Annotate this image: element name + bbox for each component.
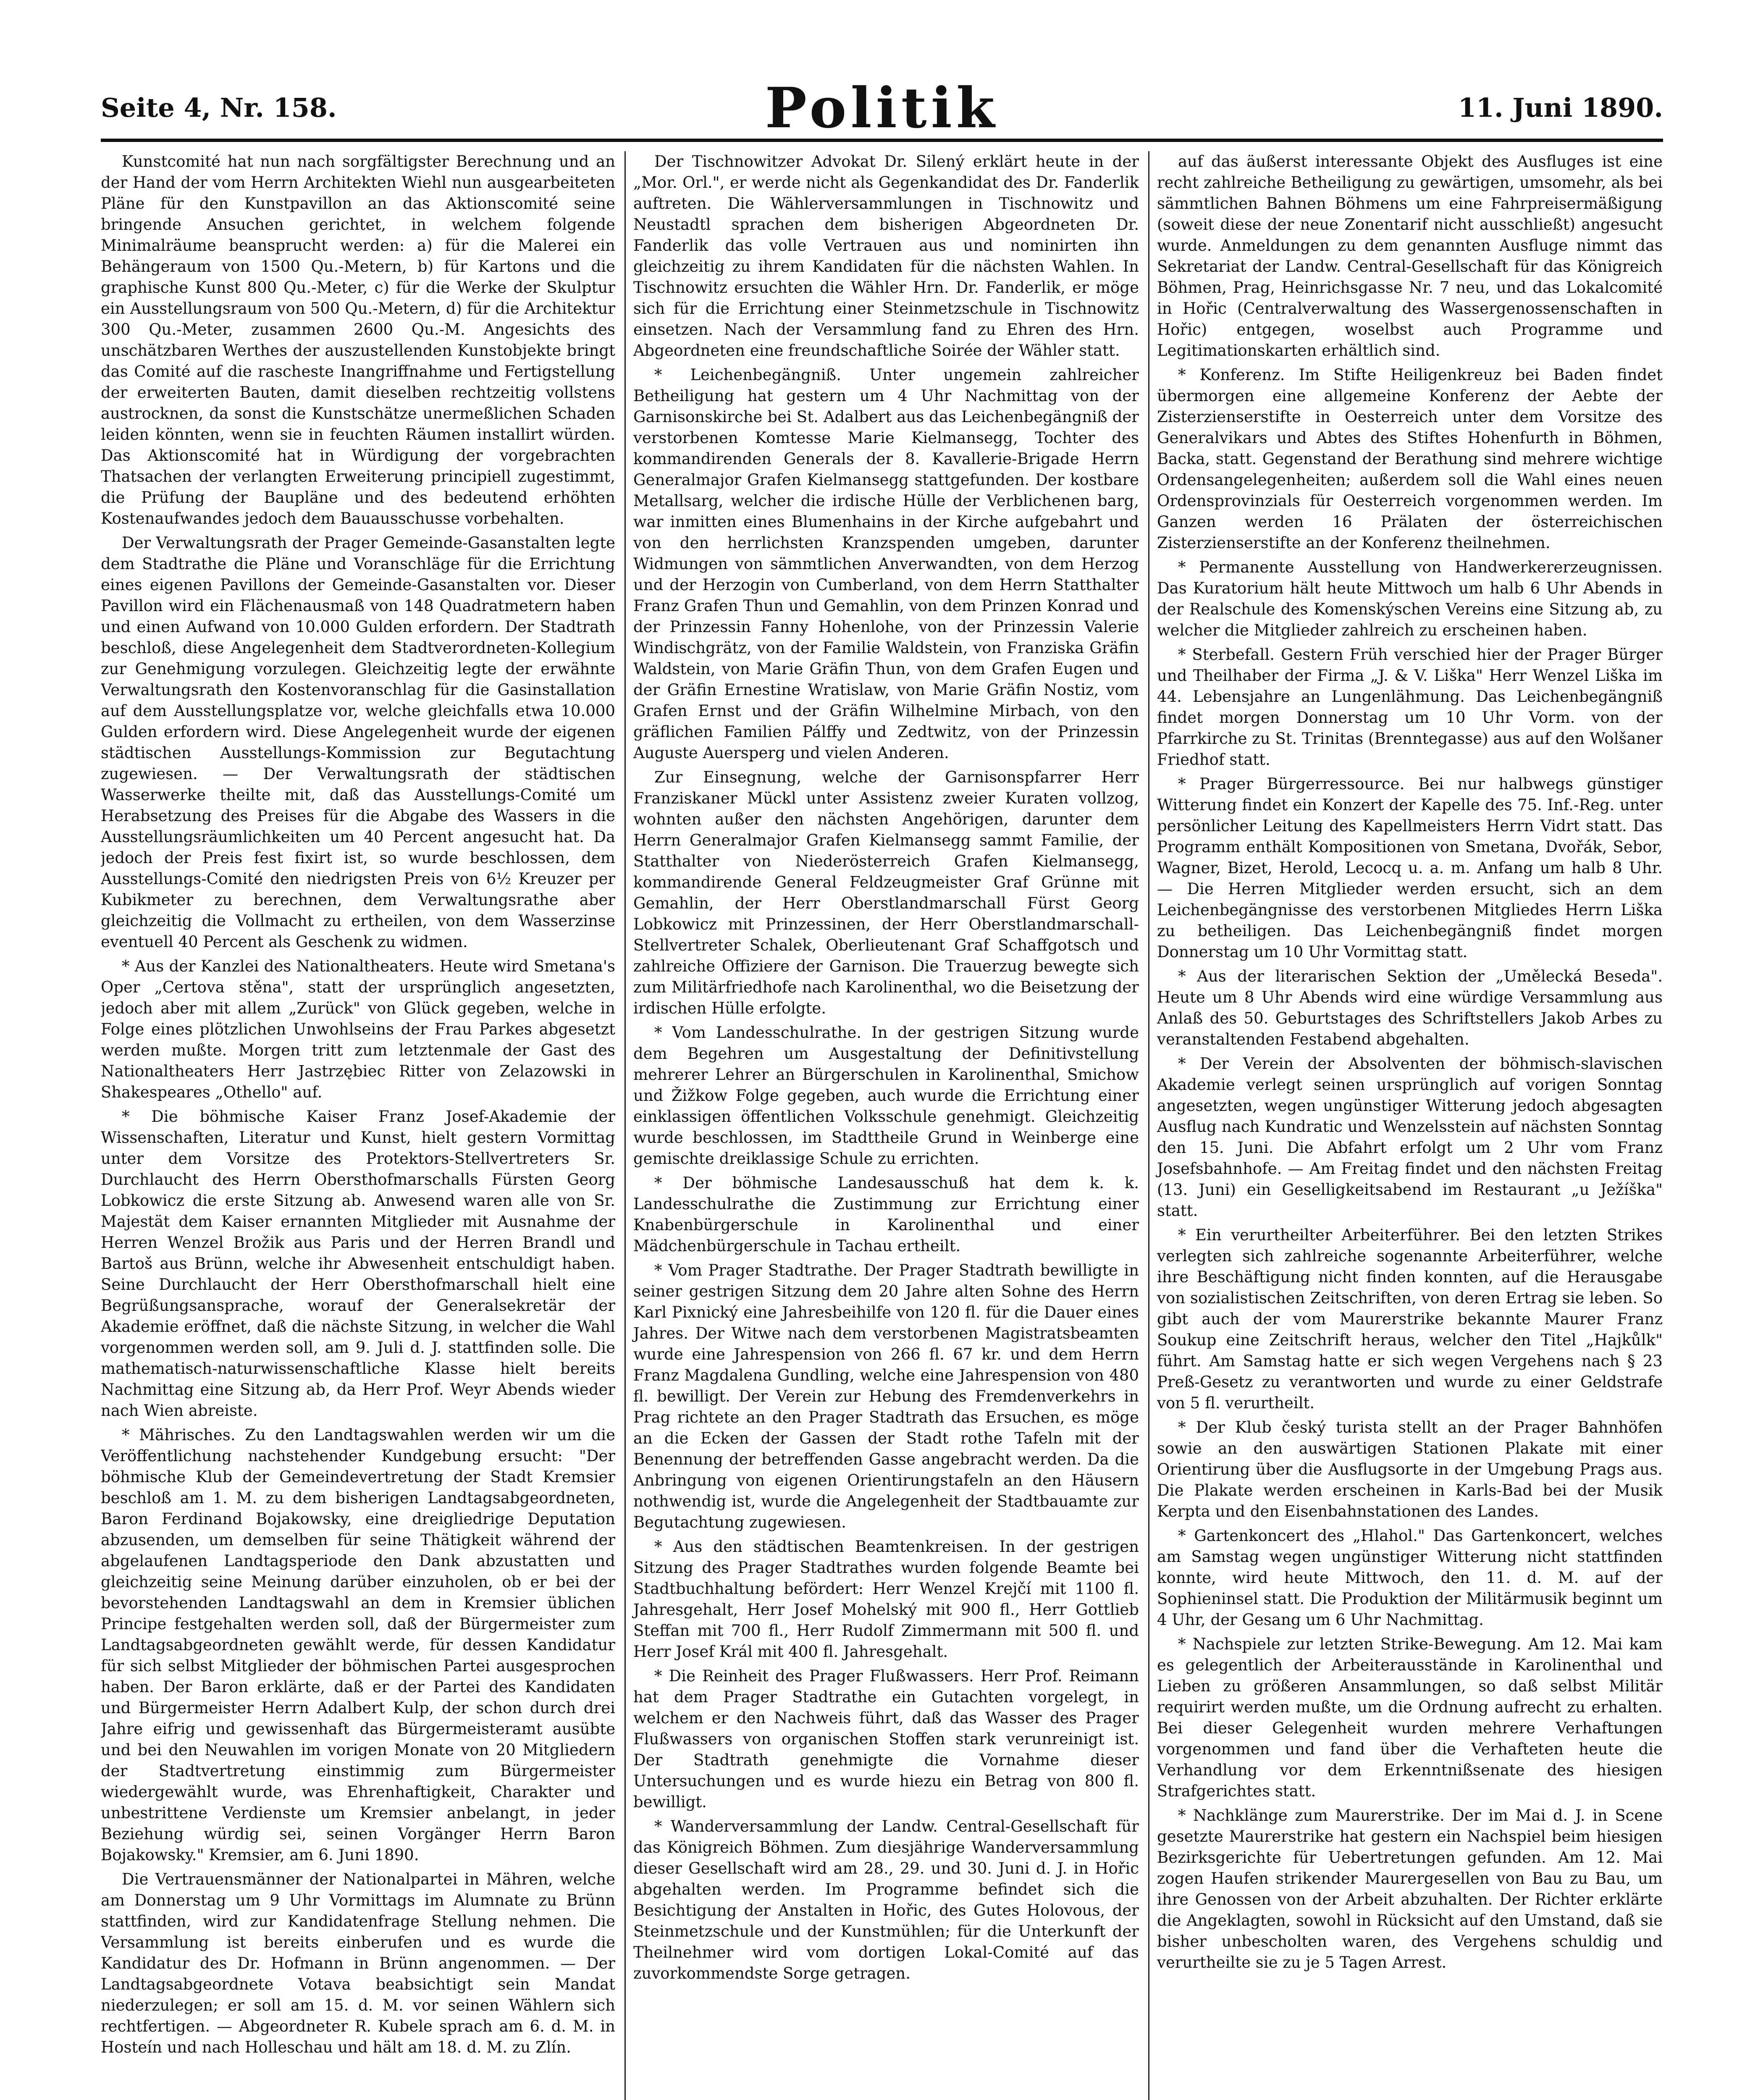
article-paragraph: * Leichenbegängniß. Unter ungemein zahlreicher Betheiligung hat gestern um 4 Uhr Nachmittag von der Garnisonskirche bei St. Adalbert aus das Leichenbegängniß der verstorbenen Komtesse Marie Kielmansegg, Tochter des kommandirenden Generals der 8. Kavallerie-Brigade Herrn Generalmajor Grafen Kielmansegg stattgefunden. Der kostbare Metallsarg, welcher die irdische Hülle der Verblichenen barg, war inmitten eines Blumenhains in der Kirche aufgebahrt und von den herrlichsten Kranzspenden umgeben, darunter Widmungen von sämmtlichen Anverwandten, von dem Herzog und der Herzogin von Cumberland, von dem Herrn Statthalter Franz Grafen Thun und Gemahlin, von dem Prinzen Konrad und der Prinzessin Fanny Hohenlohe, von der Prinzessin Valerie Windischgrätz, von der Familie Waldstein, von Franziska Gräfin Waldstein, von Marie Gräfin Thun, von dem Grafen Eugen und der Gräfin Ernestine Wratislaw, von Marie Gräfin Nostiz, vom Grafen Ernst und der Gräfin Wilhelmine Mirbach, von den gräflichen Familien Pálffy und Zedtwitz, von der Prinzessin Auguste Auersperg und vielen Anderen. xyxy=(633,366,1139,762)
article-paragraph: * Der böhmische Landesausschuß hat dem k. k. Landesschulrathe die Zustimmung zur Errichtung einer Knabenbürgerschule in Karolinenthal und einer Mädchenbürgerschule in Tachau ertheilt. xyxy=(633,1174,1139,1255)
column-1 xyxy=(101,151,615,2100)
article-paragraph: * Der Verein der Absolventen der böhmisch-slavischen Akademie verlegt seinen ursprünglich auf vorigen Sonntag angesetzten, wegen ungünstiger Witterung jedoch abgesagten Ausflug nach Kundratic und Wenzelsstein auf nächsten Sonntag den 15. Juni. Die Abfahrt erfolgt um 2 Uhr vom Franz Josefsbahnhofe. — Am Freitag findet und den nächsten Freitag (13. Juni) ein Geselligkeitsabend im Restaurant „u Ježíška" statt. xyxy=(1157,1055,1663,1220)
article-paragraph: * Aus der Kanzlei des Nationaltheaters. Heute wird Smetana's Oper „Certova stěna", statt der ursprünglich angesetzten, jedoch aber mit allem „Zurück" von Glück gegeben, welche in Folge eines plötzlichen Unwohlseins der Frau Parkes abgesetzt werden mußte. Morgen tritt zum letztenmale der Gast des Nationaltheaters Herr Jastrzębiec Ritter von Zelazowski in Shakespeares „Othello" auf. xyxy=(101,957,615,1101)
section-title: Politik xyxy=(765,76,999,141)
page-header xyxy=(101,76,1663,142)
article-paragraph: * Mährisches. Zu den Landtagswahlen werden wir um die Veröffentlichung nachstehender Kundgebung ersucht: "Der böhmische Klub der Gemeindevertretung der Stadt Kremsier beschloß am 1. M. zu dem bisherigen Landtagsabgeordneten, Baron Ferdinand Bojakowsky, eine dreigliedrige Deputation abzusenden, um demselben für seine Thätigkeit während der abgelaufenen Landtagsperiode den Dank abzustatten und gleichzeitig seine Meinung darüber einzuholen, ob er bei der bevorstehenden Landtagswahl an dem in Kremsier üblichen Principe festgehalten werden soll, daß der Bürgermeister zum Landtagsabgeordneten gewählt werde, für dessen Kandidatur für sich selbst Mitglieder der böhmischen Partei ausgesprochen haben. Der Baron erklärte, daß er der Partei des Kandidaten und Bürgermeister Herrn Adalbert Kulp, der schon durch drei Jahre eifrig und gewissenhaft das Bürgermeisteramt ausübte und bei den Neuwahlen im vorigen Monate von 20 Mitgliedern der Stadtvertretung einstimmig zum Bürgermeister wiedergewählt wurde, was Ehrenhaftigkeit, Charakter und unbestrittene Verdienste um Kremsier anbelangt, in jeder Beziehung würdig sei, seinen Vorgänger Herrn Baron Bojakowsky." Kremsier, am 6. Juni 1890. xyxy=(101,1426,615,1864)
page-number: Seite 4, Nr. 158. xyxy=(101,92,337,123)
article-paragraph: Der Tischnowitzer Advokat Dr. Silený erklärt heute in der „Mor. Orl.", er werde nicht als Gegenkandidat des Dr. Fanderlik auftreten. Die Wählerversammlungen in Tischnowitz und Neustadtl sprachen dem bisherigen Abgeordneten Dr. Fanderlik das volle Vertrauen aus und nominirten ihn gleichzeitig zu ihrem Kandidaten für die nächsten Wahlen. In Tischnowitz ersuchten die Wähler Hrn. Dr. Fanderlik, er möge sich für die Errichtung einer Steinmetzschule in Tischnowitz einsetzen. Nach der Versammlung fand zu Ehren des Hrn. Abgeordneten eine freundschaftliche Soirée der Wähler statt. xyxy=(633,152,1139,360)
article-paragraph: Die Vertrauensmänner der Nationalpartei in Mähren, welche am Donnerstag um 9 Uhr Vormittags im Alumnate zu Brünn stattfinden, wird zur Kandidatenfrage Stellung nehmen. Die Versammlung ist bereits einberufen und es wurde die Kandidatur des Dr. Hofmann in Brünn angenommen. — Der Landtagsabgeordnete Votava beabsichtigt sein Mandat niederzulegen; er soll am 15. d. M. vor seinen Wählern sich rechtfertigen. — Abgeordneter R. Kubele sprach am 6. d. M. in Hosteín und nach Holleschau und hält am 18. d. M. zu Zlín. xyxy=(101,1870,615,2056)
article-paragraph: * Der Klub český turista stellt an der Prager Bahnhöfen sowie an den auswärtigen Stationen Plakate mit einer Orientirung über die Ausflugsorte in der Umgebung Prags aus. Die Plakate werden erscheinen in Karls-Bad bei der Musik Kerpta und den Eisenbahnstationen des Landes. xyxy=(1157,1418,1663,1520)
article-paragraph: * Aus der literarischen Sektion der „Umělecká Beseda". Heute um 8 Uhr Abends wird eine würdige Versammlung aus Anlaß des 50. Geburtstages des Schriftstellers Jakob Arbes zu veranstaltenden Festabend abgehalten. xyxy=(1157,967,1663,1048)
column-2 xyxy=(624,151,1139,2100)
text-columns xyxy=(101,151,1663,2100)
article-paragraph: * Ein verurtheilter Arbeiterführer. Bei den letzten Strikes verlegten sich zahlreiche sogenannte Arbeiterführer, welche ihre Beschäftigung nicht finden konnten, auf die Herausgabe von sozialistischen Zeitschriften, von deren Ertrag sie leben. So gibt auch der vom Maurerstrike bekannte Maurer Franz Soukup eine Zeitschrift heraus, welcher den Titel „Hajkůlk" führt. Am Samstag hatte er sich wegen Vergehens nach § 23 Preß-Gesetz zu verantworten und wurde zu einer Geldstrafe von 5 fl. verurtheilt. xyxy=(1157,1226,1663,1412)
article-paragraph: * Sterbefall. Gestern Früh verschied hier der Prager Bürger und Theilhaber der Firma „J. & V. Liška" Herr Wenzel Liška im 44. Lebensjahre an Lungenlähmung. Das Leichenbegängniß findet morgen Donnerstag um 10 Uhr Vorm. von der Pfarrkirche zu St. Trinitas (Brenntegasse) aus auf den Wolšaner Friedhof statt. xyxy=(1157,646,1663,769)
article-paragraph: Zur Einsegnung, welche der Garnisonspfarrer Herr Franziskaner Mückl unter Assistenz zweier Kuraten vollzog, wohnten außer den nächsten Angehörigen, darunter dem Herrn Generalmajor Grafen Kielmansegg sammt Familie, der Statthalter von Niederösterreich Grafen Kielmansegg, kommandirende General Feldzeugmeister Graf Grünne mit Gemahlin, der Herr Oberstlandmarschall Fürst Georg Lobkowicz mit Prinzessinen, der Herr Oberstlandmarschall-Stellvertreter Schalek, Oberlieutenant Graf Schaffgotsch und zahlreiche Offiziere der Garnison. Die Trauerzug bewegte sich zum Militärfriedhofe nach Karolinenthal, wo die Beisetzung der irdischen Hülle erfolgte. xyxy=(633,768,1139,1017)
article-paragraph: * Gartenkoncert des „Hlahol." Das Gartenkoncert, welches am Samstag wegen ungünstiger Witterung nicht stattfinden konnte, wird heute Mittwoch, den 11. d. M. auf der Sophieninsel statt. Die Produktion der Militärmusik beginnt um 4 Uhr, der Gesang um 6 Uhr Nachmittag. xyxy=(1157,1527,1663,1629)
article-paragraph: Kunstcomité hat nun nach sorgfältigster Berechnung und an der Hand der vom Herrn Architekten Wiehl nun ausgearbeiteten Pläne für den Kunstpavillon an das Aktionscomité seine bringende Ansuchen gerichtet, in welchem folgende Minimalräume beansprucht werden: a) für die Malerei ein Behängeraum von 1500 Qu.-Metern, b) für Kartons und die graphische Kunst 800 Qu.-Meter, c) für die Werke der Skulptur ein Ausstellungsraum von 500 Qu.-Metern, d) für die Architektur 300 Qu.-Meter, zusammen 2600 Qu.-M. Angesichts des unschätzbaren Werthes der auszustellenden Kunstobjekte bringt das Comité auf die rascheste Inangriffnahme und Fertigstellung der erweiterten Bauten, damit dieselben rechtzeitig vollstens austrocknen, da sonst die Kunstschätze unermeßlichen Schaden leiden könnten, wenn sie in feuchten Räumen installirt würden. Das Aktionscomité hat in Würdigung der vorgebrachten Thatsachen der verlangten Erweiterung principiell zugestimmt, die Prüfung der Baupläne und des bedeutend erhöhten Kostenaufwandes jedoch dem Bauausschusse vorbehalten. xyxy=(101,152,615,528)
issue-date: 11. Juni 1890. xyxy=(1458,92,1663,123)
article-paragraph: * Nachspiele zur letzten Strike-Bewegung. Am 12. Mai kam es gelegentlich der Arbeiterausstände in Karolinenthal und Lieben zu größeren Ansammlungen, so daß selbst Militär requirirt werden mußte, um die Ordnung aufrecht zu erhalten. Bei dieser Gelegenheit wurden mehrere Verhaftungen vorgenommen und fand über die Verhafteten heute die Verhandlung vor dem Erkenntnißsenate des hiesigen Strafgerichtes statt. xyxy=(1157,1635,1663,1800)
article-paragraph: Der Verwaltungsrath der Prager Gemeinde-Gasanstalten legte dem Stadtrathe die Pläne und Voranschläge für die Errichtung eines eigenen Pavillons der Gemeinde-Gasanstalten vor. Dieser Pavillon wird ein Flächenausmaß von 148 Quadratmetern haben und einen Aufwand von 10.000 Gulden erfordern. Der Stadtrath beschloß, diese Angelegenheit dem Stadtverordneten-Kollegium zur Genehmigung vorzulegen. Gleichzeitig legte der erwähnte Verwaltungsrath den Kostenvoranschlag für die Gasinstallation auf dem Ausstellungsplatze vor, welche gleichfalls etwa 10.000 Gulden erfordern wird. Diese Angelegenheit wurde der eigenen städtischen Ausstellungs-Kommission zur Begutachtung zugewiesen. — Der Verwaltungsrath der städtischen Wasserwerke theilte mit, daß das Ausstellungs-Comité um Herabsetzung des Preises für die Abgabe des Wassers in die Ausstellungsräumlichkeiten um 40 Percent angesucht hat. Da jedoch der Preis fest fixirt ist, so wurde beschlossen, dem Ausstellungs-Comité den niedrigsten Preis von 6½ Kreuzer per Kubikmeter zu berechnen, dem Verwaltungsrathe aber gleichzeitig die Vollmacht zu ertheilen, von dem Wasserzinse eventuell 40 Percent als Geschenk zu widmen. xyxy=(101,534,615,951)
article-paragraph: * Vom Prager Stadtrathe. Der Prager Stadtrath bewilligte in seiner gestrigen Sitzung dem 20 Jahre alten Sohne des Herrn Karl Pixnický eine Jahresbeihilfe von 120 fl. für die Dauer eines Jahres. Der Witwe nach dem verstorbenen Magistratsbeamten wurde eine Jahrespension von 266 fl. 67 kr. und dem Herrn Franz Magdalena Gundling, welche eine Jahrespension von 480 fl. bewilligt. Der Verein zur Hebung des Fremdenverkehrs in Prag richtete an den Prager Stadtrath das Ersuchen, es möge an die Ecken der Gassen der Stadt rothe Tafeln mit der Benennung der betreffenden Gasse angebracht werden. Da die Anbringung von eigenen Orientirungstafeln an den Häusern nothwendig ist, wurde die Angelegenheit der Stadtbauamte zur Begutachtung zugewiesen. xyxy=(633,1261,1139,1531)
article-paragraph: * Permanente Ausstellung von Handwerkererzeugnissen. Das Kuratorium hält heute Mittwoch um halb 6 Uhr Abends in der Realschule des Komenskýschen Vereins eine Sitzung ab, zu welcher die Mitglieder zahlreich zu erscheinen haben. xyxy=(1157,558,1663,639)
article-paragraph: auf das äußerst interessante Objekt des Ausfluges ist eine recht zahlreiche Betheiligung zu gewärtigen, umsomehr, als bei sämmtlichen Bahnen Böhmens um eine Fahrpreisermäßigung (soweit diese der neue Zonentarif nicht ausschließt) angesucht wurde. Anmeldungen zu dem genannten Ausfluge nimmt das Sekretariat der Landw. Central-Gesellschaft für das Königreich Böhmen, Prag, Heinrichsgasse Nr. 7 neu, und das Lokalcomité in Hořic (Centralverwaltung des Wassergenossenschaften in Hořic) entgegen, woselbst auch Programme und Legitimationskarten erhältlich sind. xyxy=(1157,152,1663,360)
article-paragraph: * Wanderversammlung der Landw. Central-Gesellschaft für das Königreich Böhmen. Zum diesjährige Wanderversammlung dieser Gesellschaft wird am 28., 29. und 30. Juni d. J. in Hořic abgehalten werden. Im Programme befindet sich die Besichtigung der Anstalten in Hořic, des Gutes Holovous, der Steinmetzschule und der Kunstmühlen; für die Unterkunft der Theilnehmer wird vom dortigen Lokal-Comité auf das zuvorkommendste Sorge getragen. xyxy=(633,1817,1139,1982)
article-paragraph: * Aus den städtischen Beamtenkreisen. In der gestrigen Sitzung des Prager Stadtrathes wurden folgende Beamte bei Stadtbuchhaltung befördert: Herr Wenzel Krejčí mit 1100 fl. Jahresgehalt, Herr Josef Mohelský mit 900 fl., Herr Gottlieb Steffan mit 700 fl., Herr Rudolf Zimmermann mit 500 fl. und Herr Josef Král mit 400 fl. Jahresgehalt. xyxy=(633,1538,1139,1661)
article-paragraph: * Prager Bürgerressource. Bei nur halbwegs günstiger Witterung findet ein Konzert der Kapelle des 75. Inf.-Reg. unter persönlicher Leitung des Kapellmeisters Herrn Vidrt statt. Das Programm enthält Kompositionen von Smetana, Dvořák, Sebor, Wagner, Bizet, Herold, Lecocq u. a. m. Anfang um halb 8 Uhr. — Die Herren Mitglieder werden ersucht, sich an dem Leichenbegängnisse des verstorbenen Mitgliedes Herrn Liška zu betheiligen. Das Leichenbegängniß findet morgen Donnerstag um 10 Uhr Vormittag statt. xyxy=(1157,775,1663,961)
article-paragraph: * Konferenz. Im Stifte Heiligenkreuz bei Baden findet übermorgen eine allgemeine Konferenz der Aebte der Zisterzienserstifte in Oesterreich unter dem Vorsitze des Generalvikars und Abtes des Stiftes Hohenfurth in Böhmen, Backa, statt. Gegenstand der Berathung sind mehrere wichtige Ordensangelegenheiten; außerdem soll die Wahl eines neuen Ordensprovinzials für Oesterreich vorgenommen werden. Im Ganzen werden 16 Prälaten der österreichischen Zisterzienserstifte an der Konferenz theilnehmen. xyxy=(1157,366,1663,552)
article-paragraph: * Nachklänge zum Maurerstrike. Der im Mai d. J. in Scene gesetzte Maurerstrike hat gestern ein Nachspiel beim hiesigen Bezirksgerichte für Uebertretungen gefunden. Am 12. Mai zogen Haufen strikender Maurergesellen von Bau zu Bau, um ihre Genossen von der Arbeit abzuhalten. Der Richter erklärte die Angeklagten, sowohl in Rücksicht auf den Umstand, daß sie bisher unbescholten waren, des Vergehens schuldig und verurtheilte sie zu je 5 Tagen Arrest. xyxy=(1157,1806,1663,1971)
article-paragraph: * Die böhmische Kaiser Franz Josef-Akademie der Wissenschaften, Literatur und Kunst, hielt gestern Vormittag unter dem Vorsitze des Protektors-Stellvertreters Sr. Durchlaucht des Herrn Obersthofmarschalls Fürsten Georg Lobkowicz die erste Sitzung ab. Anwesend waren alle von Sr. Majestät dem Kaiser ernannten Mitglieder mit Ausnahme der Herren Wenzel Brožik aus Paris und der Herren Brandl und Bartoš aus Brünn, welche ihr Abwesenheit entschuldigt haben. Seine Durchlaucht der Herr Obersthofmarschall hielt eine Begrüßungsansprache, worauf der Generalsekretär der Akademie eröffnet, daß die nächste Sitzung, in welcher die Wahl vorgenommen werden soll, am 9. Juli d. J. stattfinden solle. Die mathematisch-naturwissenschaftliche Klasse hielt bereits Nachmittag eine Sitzung ab, da Herr Prof. Weyr Abends wieder nach Wien abreiste. xyxy=(101,1108,615,1420)
article-paragraph: * Vom Landesschulrathe. In der gestrigen Sitzung wurde dem Begehren um Ausgestaltung der Definitivstellung mehrerer Lehrer an Bürgerschulen in Karolinenthal, Smichow und Žižkow Folge gegeben, auch wurde die Errichtung einer einklassigen öffentlichen Volksschule genehmigt. Gleichzeitig wurde beschlossen, im Stadttheile Grund in Weinberge eine gemischte dreiklassige Schule zu errichten. xyxy=(633,1024,1139,1168)
column-3 xyxy=(1148,151,1663,2100)
article-paragraph: * Die Reinheit des Prager Flußwassers. Herr Prof. Reimann hat dem Prager Stadtrathe ein Gutachten vorgelegt, in welchem er den Nachweis führt, daß das Wasser des Prager Flußwassers von organischen Stoffen stark verunreinigt ist. Der Stadtrath genehmigte die Vornahme dieser Untersuchungen und es wurde hiezu ein Betrag von 800 fl. bewilligt. xyxy=(633,1667,1139,1811)
